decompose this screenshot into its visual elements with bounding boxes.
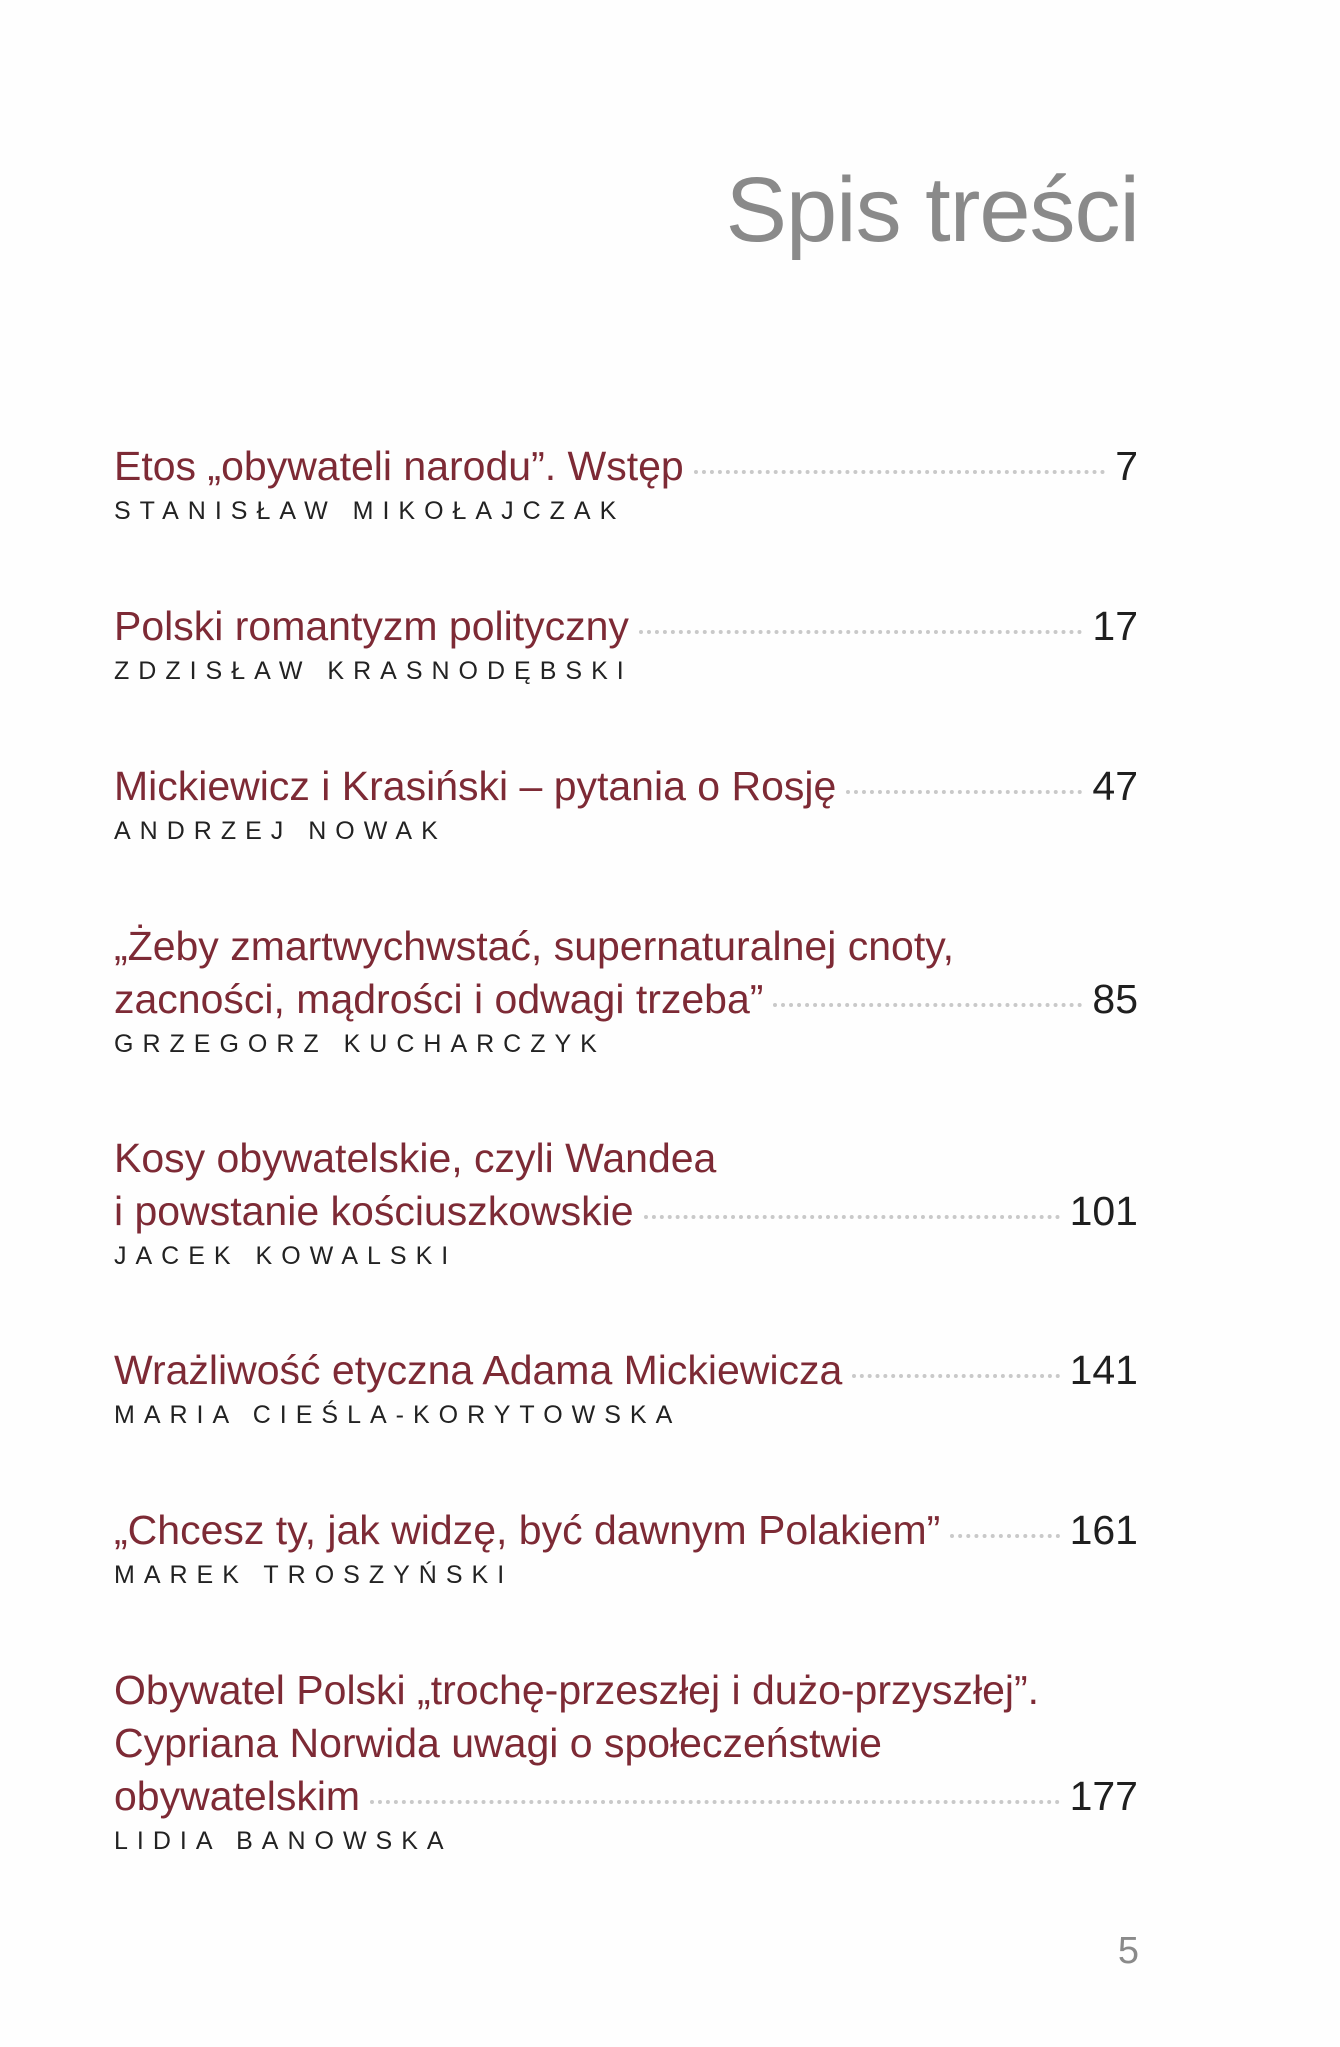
entry-page-number: 161 bbox=[1069, 1507, 1138, 1553]
dot-leader bbox=[370, 1799, 1059, 1804]
toc-entry[interactable] bbox=[114, 440, 1138, 600]
entry-title-line: Cypriana Norwida uwagi o społeczeństwie bbox=[114, 1720, 882, 1766]
dot-leader bbox=[846, 789, 1082, 794]
entry-title: Polski romantyzm polityczny bbox=[114, 603, 629, 649]
entry-page-number: 47 bbox=[1092, 763, 1138, 809]
entry-page-number: 17 bbox=[1092, 603, 1138, 649]
entry-title-line: Obywatel Polski „trochę-przeszłej i dużo-przyszłej”. bbox=[114, 1667, 1040, 1713]
entry-page-number: 85 bbox=[1092, 976, 1138, 1022]
dot-leader bbox=[694, 469, 1105, 474]
entry-title-line: zacności, mądrości i odwagi trzeba” bbox=[114, 976, 764, 1022]
entry-page-number: 7 bbox=[1115, 443, 1138, 489]
table-of-contents bbox=[114, 440, 1138, 1876]
entry-author: STANISŁAW MIKOŁAJCZAK bbox=[114, 497, 626, 525]
entry-title-line: i powstanie kościuszkowskie bbox=[114, 1188, 634, 1234]
toc-entry[interactable] bbox=[114, 1504, 1138, 1664]
entry-author: ZDZISŁAW KRASNODĘBSKI bbox=[114, 657, 633, 685]
entry-author: MAREK TROSZYŃSKI bbox=[114, 1561, 514, 1589]
entry-author: LIDIA BANOWSKA bbox=[114, 1827, 453, 1855]
dot-leader bbox=[644, 1214, 1060, 1219]
entry-title-line: „Żeby zmartwychwstać, supernaturalnej cnoty, bbox=[114, 923, 955, 969]
page-title: Spis treści bbox=[725, 159, 1139, 261]
entry-title-line: Kosy obywatelskie, czyli Wandea bbox=[114, 1135, 717, 1181]
toc-entry[interactable] bbox=[114, 1344, 1138, 1504]
entry-author: JACEK KOWALSKI bbox=[114, 1242, 458, 1270]
entry-title: Mickiewicz i Krasiński – pytania o Rosję bbox=[114, 763, 837, 809]
entry-page-number: 177 bbox=[1069, 1773, 1138, 1819]
entry-author: MARIA CIEŚLA-KORYTOWSKA bbox=[114, 1401, 682, 1429]
toc-entry[interactable] bbox=[114, 1132, 1138, 1344]
page-number: 5 bbox=[1117, 1930, 1139, 1972]
entry-author: GRZEGORZ KUCHARCZYK bbox=[114, 1030, 606, 1058]
dot-leader bbox=[852, 1373, 1059, 1378]
entry-title: Wrażliwość etyczna Adama Mickiewicza bbox=[114, 1347, 843, 1393]
entry-title: „Chcesz ty, jak widzę, być dawnym Polakiem” bbox=[114, 1507, 941, 1553]
entry-author: ANDRZEJ NOWAK bbox=[114, 817, 447, 845]
entry-title: Etos „obywateli narodu”. Wstęp bbox=[114, 443, 684, 489]
dot-leader bbox=[950, 1533, 1059, 1538]
toc-entry[interactable] bbox=[114, 920, 1138, 1132]
toc-entry[interactable] bbox=[114, 1664, 1138, 1876]
dot-leader bbox=[639, 629, 1082, 634]
toc-entry[interactable] bbox=[114, 600, 1138, 760]
entry-page-number: 101 bbox=[1069, 1188, 1138, 1234]
dot-leader bbox=[773, 1002, 1082, 1007]
toc-entry[interactable] bbox=[114, 760, 1138, 920]
entry-title-line: obywatelskim bbox=[114, 1773, 361, 1819]
entry-page-number: 141 bbox=[1069, 1347, 1138, 1393]
